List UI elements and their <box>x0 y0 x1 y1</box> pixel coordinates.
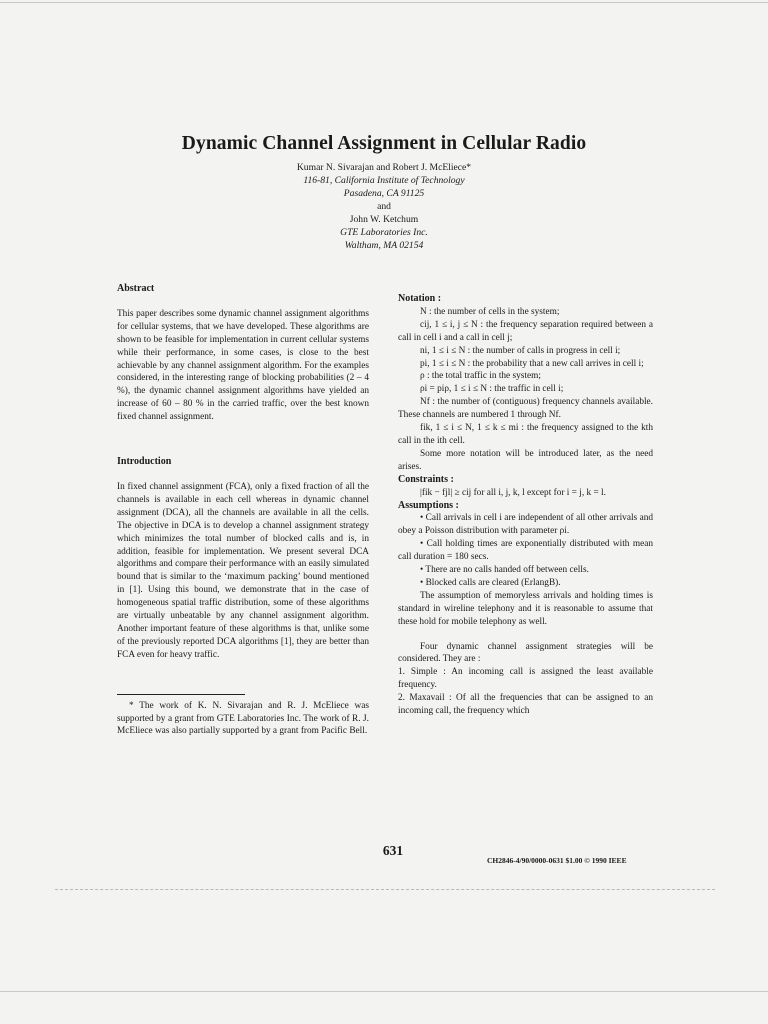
strategy-simple: 1. Simple : An incoming call is assigned the least available frequency. <box>398 667 653 691</box>
footnote-rule <box>117 694 245 695</box>
authors-line: Kumar N. Sivarajan and Robert J. McEliece* <box>296 162 472 173</box>
notation-item: Some more notation will be introduced later, as the need arises. <box>398 448 653 472</box>
scan-top-edge <box>0 2 768 3</box>
assumptions-heading: Assumptions : <box>398 499 459 511</box>
paper-title: Dynamic Channel Assignment in Cellular Radio <box>181 133 587 154</box>
abstract-text: This paper describes some dynamic channel assignment algorithms for cellular systems, that we have developed. These algorithms are shown to be feasible for implementation in current cellular systems while their performance, in some cases, is close to the best achievable by any channel assignment algorithm. For the examples considered, in the interesting range of blocking probabilities (2 – 4 %), the dynamic channel assignment algorithms have yielded an increase of 60 – 80 % in the carried traffic, over the best known fixed channel assignment. <box>117 308 369 423</box>
notation-item: pi, 1 ≤ i ≤ N : the probability that a new call arrives in cell i; <box>420 358 644 369</box>
notation-item: Nf : the number of (contiguous) frequency channels available. These channels are numbered 1 through Nf. <box>398 397 653 421</box>
notation-heading: Notation : <box>398 293 442 304</box>
strategies-intro: Four dynamic channel assignment strategies will be considered. They are : <box>398 641 653 665</box>
title-block <box>0 133 768 252</box>
notation-item: N : the number of cells in the system; <box>420 306 560 317</box>
page-number: 631 <box>382 843 404 858</box>
affiliation-caltech: 116-81, California Institute of Technology <box>303 175 465 186</box>
left-column <box>117 283 369 738</box>
location-waltham: Waltham, MA 02154 <box>344 240 424 251</box>
and-separator: and <box>377 201 391 212</box>
assumption-item: • Call arrivals in cell i are independent of all other arrivals and obey a Poisson distribution with parameter ρi. <box>398 513 653 537</box>
notation-item: ρi = piρ, 1 ≤ i ≤ N : the traffic in cell i; <box>420 384 564 395</box>
assumption-item: • Call holding times are exponentially distributed with mean call duration = 180 secs. <box>398 539 653 563</box>
introduction-heading: Introduction <box>117 456 172 468</box>
strategy-maxavail: 2. Maxavail : Of all the frequencies that can be assigned to an incoming call, the frequency which <box>398 693 653 717</box>
scan-bottom-edge <box>0 991 768 992</box>
notation-item: ni, 1 ≤ i ≤ N : the number of calls in progress in cell i; <box>420 345 621 356</box>
introduction-paragraph: In fixed channel assignment (FCA), only a fixed fraction of all the channels is available in each cell whereas in dynamic channel assignment (DCA), all the channels are available in all the cells. The objective in DCA is to develop a channel assignment strategy which minimizes the total number of blocked calls and is, in addition, feasible for implementation. We present several DCA algorithms and compare their performance with an easily simulated bound that is similar to the ‘maximum packing’ bound mentioned in [1]. Using this bound, we demonstrate that in the case of homogeneous spatial traffic distribution, some of these algorithms are virtually unbeatable by any channel assignment algorithm. Another important feature of these algorithms is that, unlike some of the previously reported DCA algorithms [1], they are better than FCA even for heavy traffic. <box>117 481 369 660</box>
assumption-item: • There are no calls handed off between cells. <box>420 565 589 576</box>
scan-artifact-dashes <box>55 889 715 891</box>
affiliation-gte: GTE Laboratories Inc. <box>340 227 428 238</box>
notation-item: cij, 1 ≤ i, j ≤ N : the frequency separation required between a call in cell i and a call in cell j; <box>398 319 653 343</box>
right-column <box>398 293 653 718</box>
location-pasadena: Pasadena, CA 91125 <box>343 188 425 199</box>
footnote: * The work of K. N. Sivarajan and R. J. McEliece was supported by a grant from GTE Laboratories Inc. The work of R. J. McEliece was also partially supported by a grant from Pacific Bell. <box>117 700 369 737</box>
constraints-text: |fik − fjl| ≥ cij for all i, j, k, l except for i = j, k = l. <box>420 487 606 498</box>
author-ketchum: John W. Ketchum <box>349 214 419 225</box>
constraints-heading: Constraints : <box>398 473 454 485</box>
assumptions-closing: The assumption of memoryless arrivals and holding times is standard in wireline telephony and it is reasonable to assume that these hold for mobile telephony as well. <box>398 590 653 627</box>
assumption-item: • Blocked calls are cleared (ErlangB). <box>420 577 561 588</box>
abstract-heading: Abstract <box>117 283 155 294</box>
copyright-line: CH2846-4/90/0000-0631 $1.00 © 1990 IEEE <box>487 856 627 865</box>
notation-item: ρ : the total traffic in the system; <box>420 371 541 382</box>
notation-item: fik, 1 ≤ i ≤ N, 1 ≤ k ≤ mi : the frequency assigned to the kth call in the ith cell. <box>398 423 653 446</box>
